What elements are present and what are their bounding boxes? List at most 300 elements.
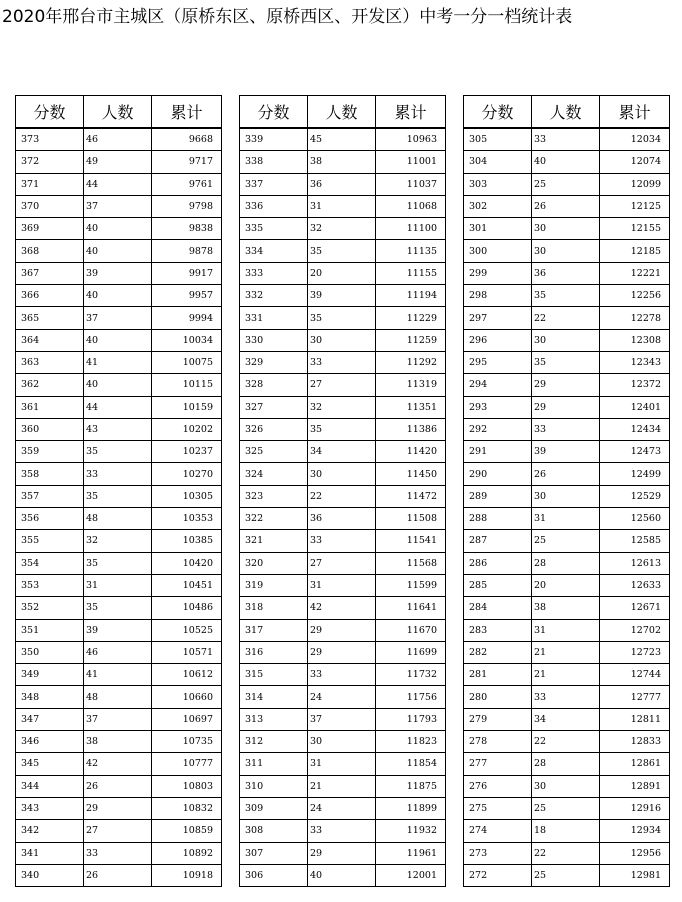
- cumulative-cell: 9668: [152, 128, 222, 151]
- cumulative-cell: 10115: [152, 374, 222, 396]
- score-cell: 280: [464, 686, 532, 708]
- score-cell: 310: [240, 775, 308, 797]
- table-row: [464, 485, 670, 507]
- table-row: [464, 329, 670, 351]
- count-cell: 39: [84, 262, 152, 284]
- count-cell: 33: [308, 664, 376, 686]
- score-cell: 347: [16, 708, 84, 730]
- score-cell: 298: [464, 285, 532, 307]
- cumulative-cell: 11100: [376, 218, 446, 240]
- score-cell: 311: [240, 753, 308, 775]
- count-cell: 45: [308, 128, 376, 151]
- cumulative-cell: 11319: [376, 374, 446, 396]
- cumulative-cell: 10803: [152, 775, 222, 797]
- count-cell: 37: [84, 195, 152, 217]
- cumulative-cell: 10832: [152, 797, 222, 819]
- count-cell: 35: [84, 441, 152, 463]
- count-cell: 31: [84, 574, 152, 596]
- table-row: [464, 574, 670, 596]
- table-row: [16, 820, 222, 842]
- score-cell: 300: [464, 240, 532, 262]
- table-row: [16, 173, 222, 195]
- table-row: [464, 775, 670, 797]
- count-cell: 43: [84, 418, 152, 440]
- score-cell: 340: [16, 864, 84, 886]
- count-cell: 26: [84, 864, 152, 886]
- header-count: 人数: [532, 96, 600, 129]
- count-cell: 35: [532, 285, 600, 307]
- table-row: [240, 641, 446, 663]
- count-cell: 30: [532, 775, 600, 797]
- score-cell: 273: [464, 842, 532, 864]
- count-cell: 21: [532, 664, 600, 686]
- score-cell: 348: [16, 686, 84, 708]
- count-cell: 32: [84, 530, 152, 552]
- cumulative-cell: 11001: [376, 151, 446, 173]
- score-cell: 334: [240, 240, 308, 262]
- score-cell: 289: [464, 485, 532, 507]
- count-cell: 22: [308, 485, 376, 507]
- table-row: [464, 753, 670, 775]
- table-row: [240, 262, 446, 284]
- cumulative-cell: 10305: [152, 485, 222, 507]
- count-cell: 29: [532, 374, 600, 396]
- table-row: [16, 597, 222, 619]
- cumulative-cell: 11229: [376, 307, 446, 329]
- table-row: [464, 552, 670, 574]
- cumulative-cell: 12434: [600, 418, 670, 440]
- count-cell: 33: [308, 351, 376, 373]
- count-cell: 33: [84, 463, 152, 485]
- score-cell: 317: [240, 619, 308, 641]
- table-row: [464, 731, 670, 753]
- count-cell: 40: [84, 240, 152, 262]
- count-cell: 39: [532, 441, 600, 463]
- count-cell: 26: [532, 195, 600, 217]
- score-cell: 281: [464, 664, 532, 686]
- score-cell: 285: [464, 574, 532, 596]
- count-cell: 26: [532, 463, 600, 485]
- count-cell: 46: [84, 641, 152, 663]
- count-cell: 29: [308, 619, 376, 641]
- count-cell: 44: [84, 173, 152, 195]
- table-row: [16, 775, 222, 797]
- cumulative-cell: 11420: [376, 441, 446, 463]
- table-row: [240, 485, 446, 507]
- cumulative-cell: 11135: [376, 240, 446, 262]
- header-cumulative: 累计: [600, 96, 670, 129]
- table-row: [240, 128, 446, 151]
- table-row: [16, 307, 222, 329]
- cumulative-cell: 12723: [600, 641, 670, 663]
- count-cell: 44: [84, 396, 152, 418]
- score-cell: 279: [464, 708, 532, 730]
- score-cell: 318: [240, 597, 308, 619]
- cumulative-cell: 10486: [152, 597, 222, 619]
- count-cell: 38: [308, 151, 376, 173]
- count-cell: 30: [532, 485, 600, 507]
- cumulative-cell: 12981: [600, 864, 670, 886]
- score-cell: 295: [464, 351, 532, 373]
- score-cell: 346: [16, 731, 84, 753]
- table-row: [240, 240, 446, 262]
- score-cell: 275: [464, 797, 532, 819]
- cumulative-cell: 12221: [600, 262, 670, 284]
- cumulative-cell: 12001: [376, 864, 446, 886]
- count-cell: 31: [308, 753, 376, 775]
- count-cell: 28: [532, 552, 600, 574]
- cumulative-cell: 12099: [600, 173, 670, 195]
- count-cell: 37: [84, 708, 152, 730]
- table-row: [464, 508, 670, 530]
- count-cell: 49: [84, 151, 152, 173]
- page-title: 2020年邢台市主城区（原桥东区、原桥西区、开发区）中考一分一档统计表: [2, 7, 573, 27]
- cumulative-cell: 11568: [376, 552, 446, 574]
- cumulative-cell: 12473: [600, 441, 670, 463]
- score-cell: 328: [240, 374, 308, 396]
- count-cell: 30: [308, 731, 376, 753]
- score-cell: 313: [240, 708, 308, 730]
- cumulative-cell: 9994: [152, 307, 222, 329]
- table-row: [16, 619, 222, 641]
- score-cell: 362: [16, 374, 84, 396]
- score-cell: 371: [16, 173, 84, 195]
- score-cell: 337: [240, 173, 308, 195]
- score-cell: 291: [464, 441, 532, 463]
- cumulative-cell: 11793: [376, 708, 446, 730]
- score-cell: 324: [240, 463, 308, 485]
- table-row: [240, 151, 446, 173]
- score-cell: 282: [464, 641, 532, 663]
- count-cell: 29: [532, 396, 600, 418]
- table-row: [240, 619, 446, 641]
- score-cell: 356: [16, 508, 84, 530]
- table-row: [240, 686, 446, 708]
- cumulative-cell: 9838: [152, 218, 222, 240]
- score-cell: 306: [240, 864, 308, 886]
- cumulative-cell: 11292: [376, 351, 446, 373]
- table-row: [240, 574, 446, 596]
- cumulative-cell: 10612: [152, 664, 222, 686]
- cumulative-cell: 11351: [376, 396, 446, 418]
- score-cell: 372: [16, 151, 84, 173]
- table-row: [464, 530, 670, 552]
- score-cell: 301: [464, 218, 532, 240]
- cumulative-cell: 11732: [376, 664, 446, 686]
- cumulative-cell: 11259: [376, 329, 446, 351]
- score-cell: 360: [16, 418, 84, 440]
- table-row: [240, 552, 446, 574]
- count-cell: 29: [84, 797, 152, 819]
- count-cell: 27: [84, 820, 152, 842]
- table-row: [464, 797, 670, 819]
- cumulative-cell: 11756: [376, 686, 446, 708]
- table-row: [240, 775, 446, 797]
- count-cell: 35: [84, 597, 152, 619]
- count-cell: 31: [532, 508, 600, 530]
- table-row: [16, 708, 222, 730]
- score-cell: 336: [240, 195, 308, 217]
- score-cell: 323: [240, 485, 308, 507]
- cumulative-cell: 10159: [152, 396, 222, 418]
- cumulative-cell: 9878: [152, 240, 222, 262]
- score-cell: 329: [240, 351, 308, 373]
- cumulative-cell: 12278: [600, 307, 670, 329]
- score-table-2: [239, 95, 446, 887]
- count-cell: 31: [532, 619, 600, 641]
- score-cell: 322: [240, 508, 308, 530]
- table-row: [240, 753, 446, 775]
- score-cell: 284: [464, 597, 532, 619]
- count-cell: 18: [532, 820, 600, 842]
- count-cell: 41: [84, 664, 152, 686]
- score-cell: 370: [16, 195, 84, 217]
- table-row: [240, 374, 446, 396]
- cumulative-cell: 11472: [376, 485, 446, 507]
- cumulative-cell: 12891: [600, 775, 670, 797]
- count-cell: 25: [532, 797, 600, 819]
- table-row: [464, 240, 670, 262]
- cumulative-cell: 12633: [600, 574, 670, 596]
- count-cell: 25: [532, 173, 600, 195]
- table-row: [16, 641, 222, 663]
- header-cumulative: 累计: [152, 96, 222, 129]
- cumulative-cell: 10571: [152, 641, 222, 663]
- count-cell: 29: [308, 641, 376, 663]
- score-cell: 335: [240, 218, 308, 240]
- score-cell: 309: [240, 797, 308, 819]
- score-cell: 308: [240, 820, 308, 842]
- count-cell: 22: [532, 731, 600, 753]
- table-row: [240, 708, 446, 730]
- score-cell: 363: [16, 351, 84, 373]
- table-row: [16, 731, 222, 753]
- score-cell: 349: [16, 664, 84, 686]
- score-cell: 303: [464, 173, 532, 195]
- cumulative-cell: 10270: [152, 463, 222, 485]
- table-row: [464, 441, 670, 463]
- count-cell: 35: [308, 307, 376, 329]
- score-cell: 332: [240, 285, 308, 307]
- count-cell: 38: [84, 731, 152, 753]
- cumulative-cell: 12585: [600, 530, 670, 552]
- table-row: [16, 574, 222, 596]
- cumulative-cell: 11450: [376, 463, 446, 485]
- table-row: [464, 151, 670, 173]
- count-cell: 35: [532, 351, 600, 373]
- score-cell: 290: [464, 463, 532, 485]
- cumulative-cell: 12343: [600, 351, 670, 373]
- score-cell: 341: [16, 842, 84, 864]
- table-row: [464, 128, 670, 151]
- score-cell: 338: [240, 151, 308, 173]
- score-cell: 297: [464, 307, 532, 329]
- score-cell: 333: [240, 262, 308, 284]
- score-cell: 294: [464, 374, 532, 396]
- cumulative-cell: 10963: [376, 128, 446, 151]
- cumulative-cell: 12308: [600, 329, 670, 351]
- score-cell: 361: [16, 396, 84, 418]
- header-cumulative: 累计: [376, 96, 446, 129]
- score-table-3: [463, 95, 670, 887]
- count-cell: 35: [308, 418, 376, 440]
- score-cell: 354: [16, 552, 84, 574]
- cumulative-cell: 12702: [600, 619, 670, 641]
- score-cell: 358: [16, 463, 84, 485]
- score-cell: 367: [16, 262, 84, 284]
- cumulative-cell: 11541: [376, 530, 446, 552]
- score-cell: 296: [464, 329, 532, 351]
- count-cell: 40: [84, 285, 152, 307]
- score-cell: 319: [240, 574, 308, 596]
- table-row: [240, 195, 446, 217]
- cumulative-cell: 10735: [152, 731, 222, 753]
- score-cell: 326: [240, 418, 308, 440]
- cumulative-cell: 11854: [376, 753, 446, 775]
- header-count: 人数: [308, 96, 376, 129]
- cumulative-cell: 12125: [600, 195, 670, 217]
- table-row: [16, 418, 222, 440]
- table-row: [16, 396, 222, 418]
- count-cell: 36: [532, 262, 600, 284]
- count-cell: 37: [308, 708, 376, 730]
- score-cell: 304: [464, 151, 532, 173]
- cumulative-cell: 12934: [600, 820, 670, 842]
- table-row: [16, 552, 222, 574]
- count-cell: 33: [308, 530, 376, 552]
- table-row: [240, 508, 446, 530]
- table-row: [16, 285, 222, 307]
- count-cell: 40: [84, 374, 152, 396]
- cumulative-cell: 11699: [376, 641, 446, 663]
- table-row: [16, 151, 222, 173]
- count-cell: 31: [308, 574, 376, 596]
- score-cell: 366: [16, 285, 84, 307]
- header-score: 分数: [464, 96, 532, 129]
- table-row: [16, 441, 222, 463]
- count-cell: 26: [84, 775, 152, 797]
- count-cell: 25: [532, 530, 600, 552]
- cumulative-cell: 10777: [152, 753, 222, 775]
- score-cell: 276: [464, 775, 532, 797]
- count-cell: 33: [308, 820, 376, 842]
- table-row: [16, 262, 222, 284]
- cumulative-cell: 11037: [376, 173, 446, 195]
- count-cell: 24: [308, 686, 376, 708]
- count-cell: 21: [308, 775, 376, 797]
- score-cell: 299: [464, 262, 532, 284]
- count-cell: 32: [308, 218, 376, 240]
- cumulative-cell: 10451: [152, 574, 222, 596]
- count-cell: 39: [84, 619, 152, 641]
- score-cell: 272: [464, 864, 532, 886]
- score-cell: 314: [240, 686, 308, 708]
- score-cell: 315: [240, 664, 308, 686]
- table-row: [240, 307, 446, 329]
- table-row: [464, 686, 670, 708]
- score-cell: 344: [16, 775, 84, 797]
- count-cell: 33: [532, 686, 600, 708]
- table-row: [16, 218, 222, 240]
- table-row: [464, 351, 670, 373]
- cumulative-cell: 11899: [376, 797, 446, 819]
- table-row: [16, 463, 222, 485]
- count-cell: 30: [308, 329, 376, 351]
- cumulative-cell: 11068: [376, 195, 446, 217]
- score-cell: 355: [16, 530, 84, 552]
- count-cell: 40: [84, 218, 152, 240]
- table-row: [464, 262, 670, 284]
- score-cell: 352: [16, 597, 84, 619]
- table-row: [16, 797, 222, 819]
- table-row: [240, 864, 446, 886]
- header-score: 分数: [16, 96, 84, 129]
- table-row: [16, 374, 222, 396]
- count-cell: 42: [84, 753, 152, 775]
- table-row: [16, 329, 222, 351]
- table-row: [16, 753, 222, 775]
- score-cell: 345: [16, 753, 84, 775]
- table-row: [16, 664, 222, 686]
- count-cell: 36: [308, 508, 376, 530]
- score-cell: 312: [240, 731, 308, 753]
- count-cell: 30: [532, 240, 600, 262]
- cumulative-cell: 11823: [376, 731, 446, 753]
- cumulative-cell: 12956: [600, 842, 670, 864]
- table-row: [16, 842, 222, 864]
- count-cell: 22: [532, 842, 600, 864]
- score-cell: 286: [464, 552, 532, 574]
- table-row: [240, 418, 446, 440]
- score-cell: 320: [240, 552, 308, 574]
- cumulative-cell: 12916: [600, 797, 670, 819]
- count-cell: 32: [308, 396, 376, 418]
- cumulative-cell: 10353: [152, 508, 222, 530]
- count-cell: 27: [308, 552, 376, 574]
- cumulative-cell: 10034: [152, 329, 222, 351]
- score-cell: 277: [464, 753, 532, 775]
- count-cell: 30: [308, 463, 376, 485]
- table-row: [240, 731, 446, 753]
- header-count: 人数: [84, 96, 152, 129]
- cumulative-cell: 12401: [600, 396, 670, 418]
- table-row: [464, 173, 670, 195]
- table-row: [464, 463, 670, 485]
- cumulative-cell: 10385: [152, 530, 222, 552]
- count-cell: 42: [308, 597, 376, 619]
- cumulative-cell: 12185: [600, 240, 670, 262]
- count-cell: 37: [84, 307, 152, 329]
- score-cell: 292: [464, 418, 532, 440]
- score-cell: 364: [16, 329, 84, 351]
- cumulative-cell: 9761: [152, 173, 222, 195]
- count-cell: 41: [84, 351, 152, 373]
- count-cell: 39: [308, 285, 376, 307]
- table-row: [240, 530, 446, 552]
- table-row: [240, 218, 446, 240]
- cumulative-cell: 12034: [600, 128, 670, 151]
- score-cell: 373: [16, 128, 84, 151]
- table-row: [464, 842, 670, 864]
- score-cell: 288: [464, 508, 532, 530]
- table-row: [464, 418, 670, 440]
- count-cell: 33: [84, 842, 152, 864]
- score-cell: 278: [464, 731, 532, 753]
- score-cell: 283: [464, 619, 532, 641]
- score-cell: 342: [16, 820, 84, 842]
- cumulative-cell: 10202: [152, 418, 222, 440]
- header-row: [464, 96, 670, 129]
